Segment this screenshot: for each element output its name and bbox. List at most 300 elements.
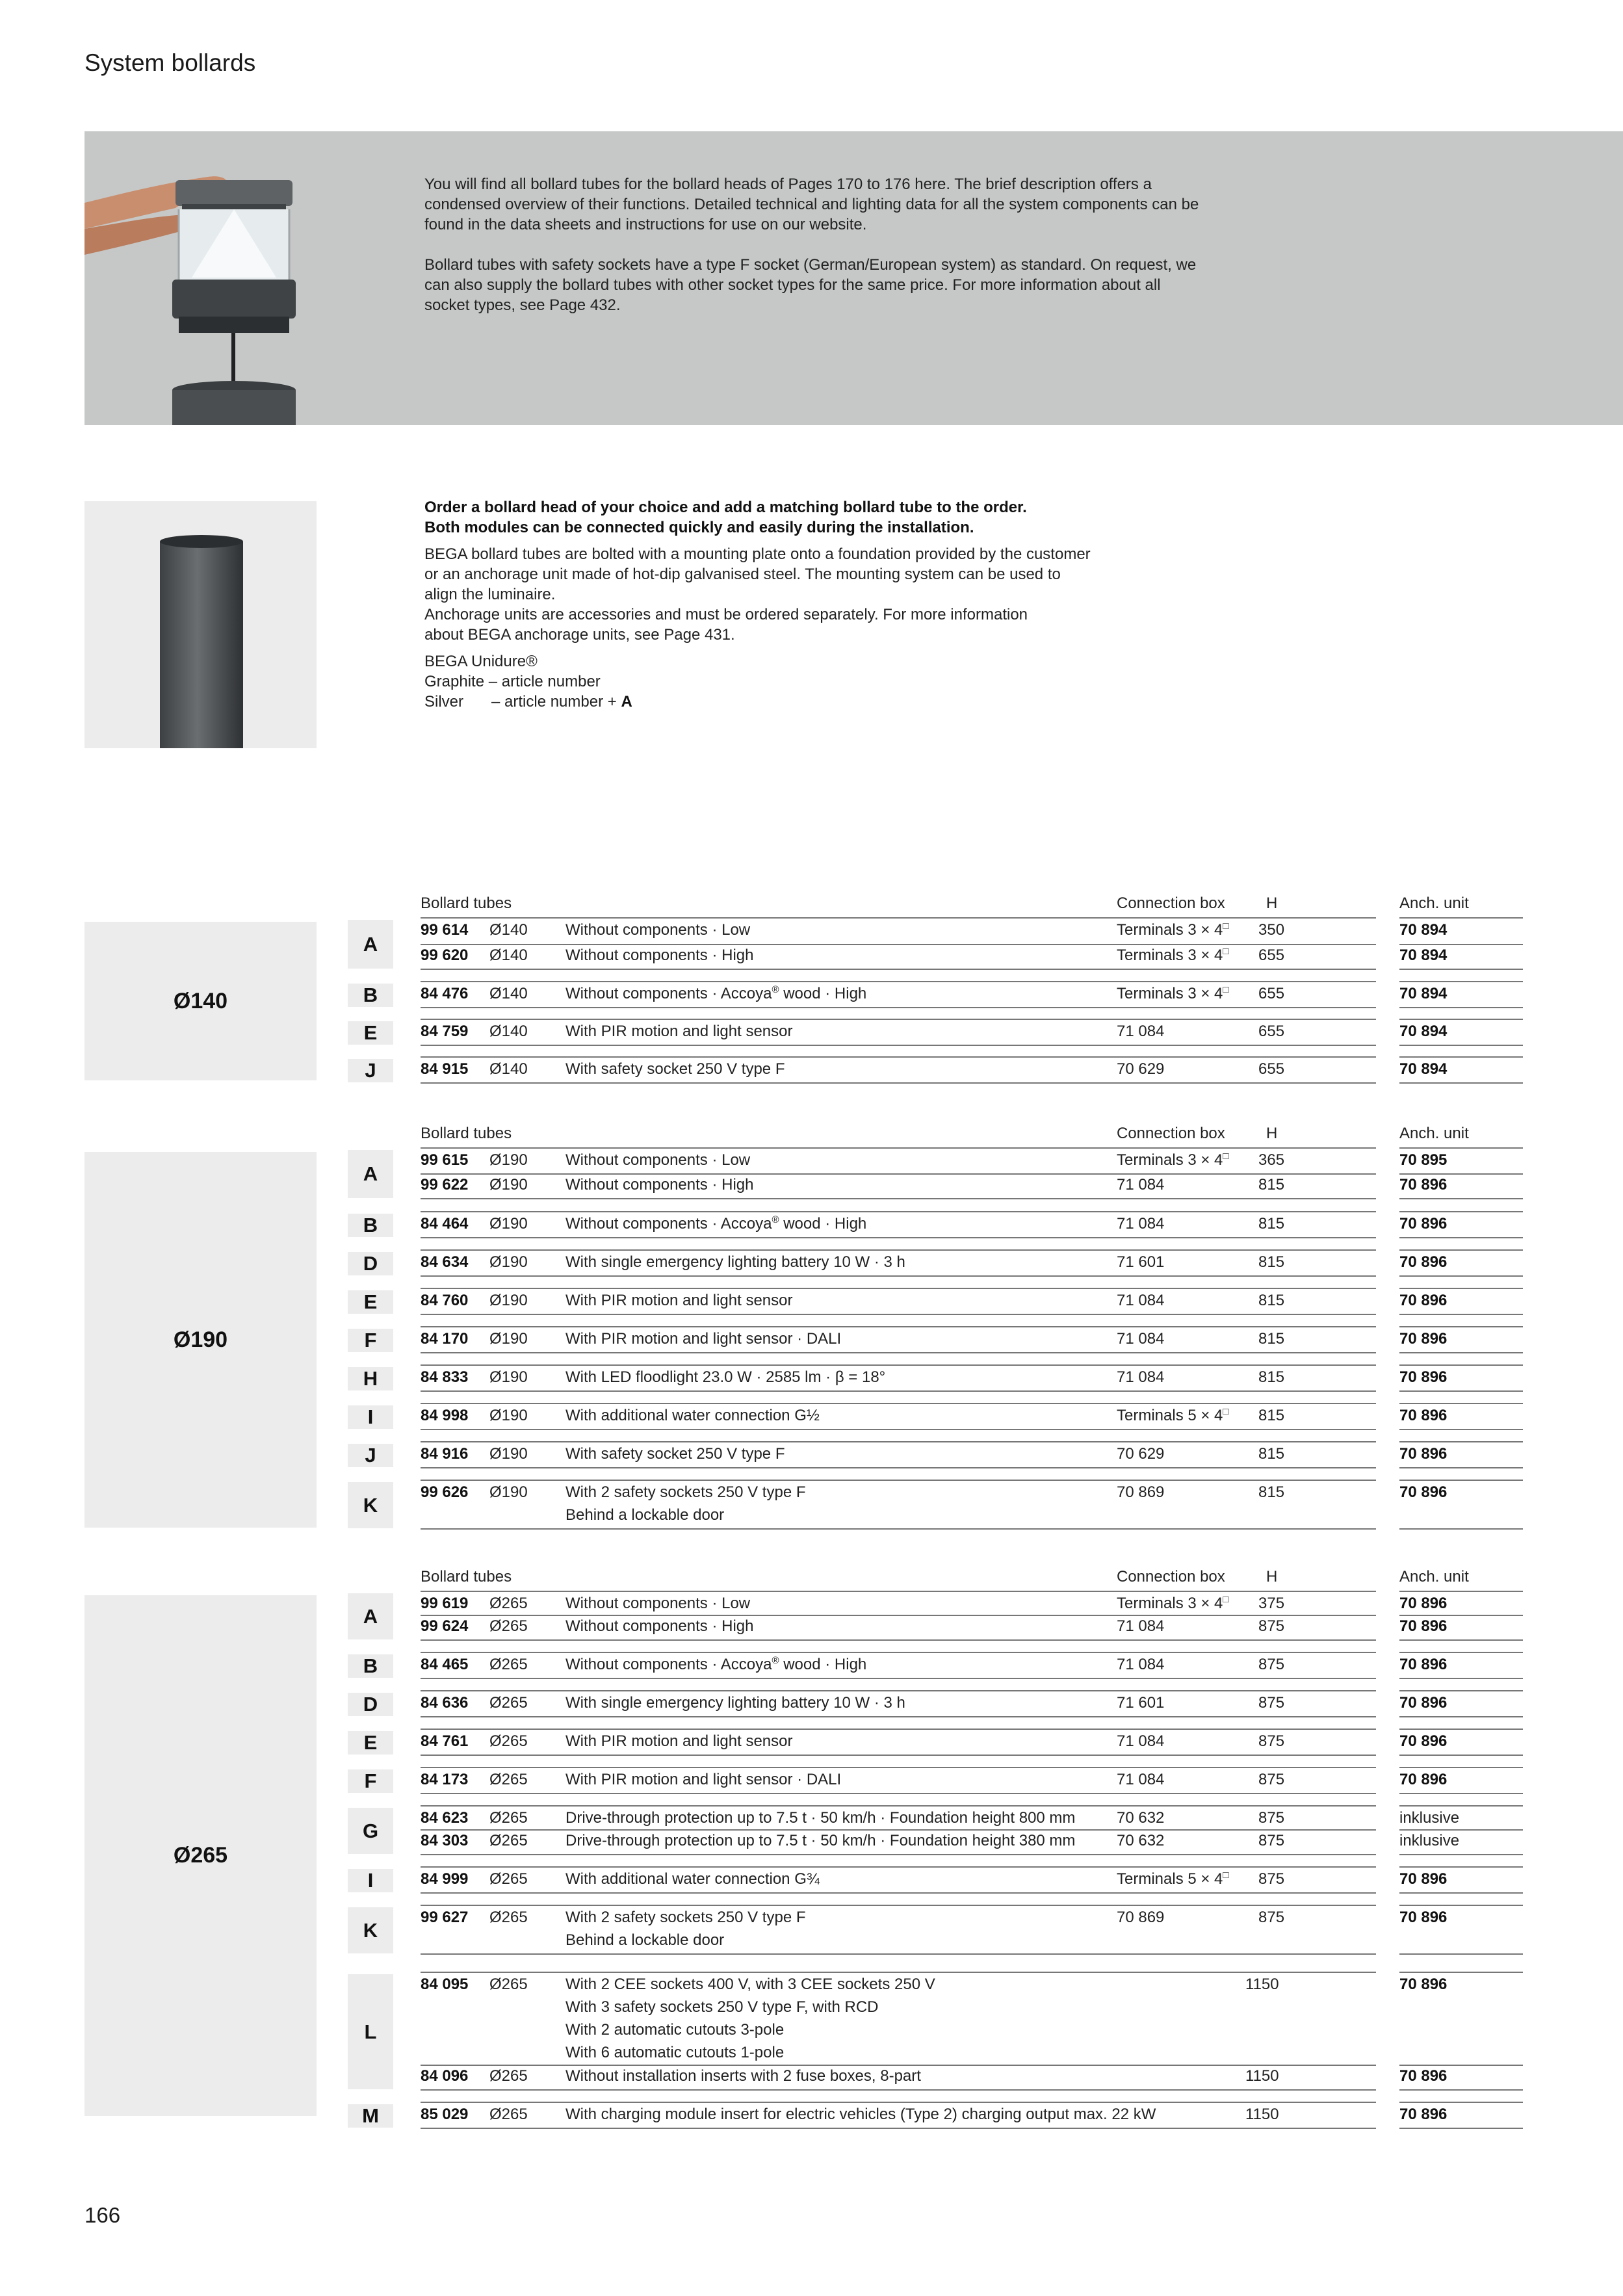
tube-diameter: Ø140 (489, 921, 528, 939)
row-rule (1399, 1652, 1523, 1653)
variant-letter: J (348, 1444, 393, 1467)
row-rule (1399, 1729, 1523, 1730)
row-rule (421, 1690, 1376, 1691)
header-product: Bollard tubes (421, 894, 512, 912)
table-row (0, 1213, 1623, 1235)
variant-letter: K (348, 1907, 393, 1953)
anchorage-unit: 70 896 (1399, 2106, 1448, 2123)
row-rule (421, 969, 1376, 970)
diameter-box: Ø140 (84, 922, 317, 1080)
row-rule (1399, 1429, 1523, 1430)
anchorage-unit: 70 896 (1399, 1483, 1448, 1501)
table-row (0, 1290, 1623, 1312)
header-connection: Connection box (1117, 894, 1225, 912)
order-body-line-4: Anchorage units are accessories and must be ordered separately. For more information (424, 606, 1028, 623)
table-row (0, 1730, 1623, 1753)
variant-letter: B (348, 1654, 393, 1678)
table-row (0, 1868, 1623, 1890)
header-height: H (1266, 1125, 1278, 1142)
table-row (0, 2065, 1623, 2087)
article-number: 84 636 (421, 1694, 469, 1712)
table-row (0, 919, 1623, 941)
row-rule (421, 2102, 1376, 2103)
row-rule (1399, 944, 1523, 945)
row-rule (421, 1467, 1376, 1468)
description-extra: Behind a lockable door (565, 1506, 725, 1524)
row-rule (1399, 1690, 1523, 1691)
table-row (0, 1907, 1623, 1949)
anchorage-unit: 70 896 (1399, 1976, 1448, 1993)
row-rule (421, 1429, 1376, 1430)
height-value: 875 (1258, 1832, 1285, 1849)
row-rule (1399, 2102, 1523, 2103)
description-extra: With 3 safety sockets 250 V type F, with RCD (565, 1998, 879, 2016)
row-rule (1399, 1829, 1523, 1831)
table-row (0, 1058, 1623, 1080)
height-value: 1150 (1245, 2067, 1279, 2085)
row-rule (421, 1866, 1376, 1868)
height-value: 815 (1258, 1483, 1285, 1501)
row-rule (1399, 1441, 1523, 1442)
connection-box: 71 084 (1117, 1732, 1165, 1750)
height-value: 875 (1258, 1870, 1285, 1888)
row-rule (1399, 1237, 1523, 1238)
row-rule (421, 1829, 1376, 1831)
diameter-box: Ø190 (84, 1152, 317, 1528)
row-rule (1399, 1045, 1523, 1046)
row-rule (421, 1755, 1376, 1756)
tube-diameter: Ø140 (489, 1060, 528, 1078)
row-rule (421, 1288, 1376, 1289)
connection-box: Terminals 5 × 4□ (1117, 1870, 1229, 1888)
height-value: 350 (1258, 921, 1285, 939)
tube-diameter: Ø190 (489, 1330, 528, 1348)
page-number: 166 (84, 2203, 121, 2227)
description: Without components · Accoya® wood · High (565, 984, 867, 1002)
header-connection: Connection box (1117, 1125, 1225, 1142)
height-value: 875 (1258, 1694, 1285, 1712)
row-rule (421, 2065, 1376, 2066)
row-rule (1399, 1678, 1523, 1679)
connection-box: 70 869 (1117, 1483, 1165, 1501)
table-row (0, 1692, 1623, 1714)
header-anchorage: Anch. unit (1399, 1125, 1469, 1142)
intro-paragraph-2: Bollard tubes with safety sockets have a type F socket (German/European system) as standard. On request, we can also supply the bollard tubes with other socket types for the same price. For more information about all socket types, see Page 432. (424, 256, 1197, 314)
row-rule (1399, 1364, 1523, 1366)
table-row (0, 1174, 1623, 1196)
connection-box: 71 084 (1117, 1368, 1165, 1386)
table-row (0, 1251, 1623, 1273)
tube-diameter: Ø265 (489, 1617, 528, 1635)
connection-box: 71 084 (1117, 1176, 1165, 1194)
row-rule (1399, 1905, 1523, 1906)
tube-diameter: Ø190 (489, 1253, 528, 1271)
article-number: 84 464 (421, 1215, 469, 1233)
row-rule (421, 1652, 1376, 1653)
tube-diameter: Ø265 (489, 1870, 528, 1888)
article-number: 84 476 (421, 985, 469, 1002)
row-rule (421, 2089, 1376, 2091)
anchorage-unit: 70 894 (1399, 946, 1448, 964)
row-rule (1399, 1019, 1523, 1020)
header-connection: Connection box (1117, 1568, 1225, 1585)
tube-diameter: Ø140 (489, 985, 528, 1002)
row-rule (421, 1198, 1376, 1199)
description: With PIR motion and light sensor (565, 1732, 793, 1750)
height-value: 875 (1258, 1909, 1285, 1926)
bollard-tube-photo (84, 501, 317, 748)
row-rule (421, 1805, 1376, 1807)
intro-paragraph-1: You will find all bollard tubes for the bollard heads of Pages 170 to 176 here. The brief description offers a condensed overview of their functions. Detailed technical and lighting data for all the system components can be found in the data sheets and instructions for use on our website. (424, 176, 1199, 233)
connection-box: 70 629 (1117, 1445, 1165, 1463)
order-bold-line-2: Both modules can be connected quickly and easily during the installation. (424, 519, 974, 536)
article-number: 84 096 (421, 2067, 469, 2085)
description: With charging module insert for electric vehicles (Type 2) charging output max. 22 kW (565, 2106, 1156, 2123)
tube-diameter: Ø265 (489, 1809, 528, 1827)
connection-box: 70 869 (1117, 1909, 1165, 1926)
variant-letter: D (348, 1693, 393, 1716)
row-rule (1399, 1147, 1523, 1149)
variant-letter: E (348, 1731, 393, 1755)
table-row (0, 945, 1623, 967)
description: With safety socket 250 V type F (565, 1445, 785, 1463)
row-rule (421, 1793, 1376, 1794)
anchorage-unit: 70 894 (1399, 921, 1448, 939)
height-value: 655 (1258, 1060, 1285, 1078)
row-rule (421, 1892, 1376, 1894)
row-rule (421, 1403, 1376, 1404)
article-number: 84 915 (421, 1060, 469, 1078)
row-rule (421, 1237, 1376, 1238)
row-rule (421, 1056, 1376, 1058)
header-anchorage: Anch. unit (1399, 894, 1469, 912)
variant-letter: H (348, 1367, 393, 1390)
description-extra: Behind a lockable door (565, 1931, 725, 1949)
table-row (0, 1366, 1623, 1389)
anchorage-unit: inklusive (1399, 1809, 1460, 1827)
variant-letter: A (348, 920, 393, 969)
anchorage-unit: 70 896 (1399, 1445, 1448, 1463)
article-number: 99 626 (421, 1483, 469, 1501)
description: Without components · Accoya® wood · High (565, 1655, 867, 1673)
row-rule (421, 1007, 1376, 1008)
connection-box: 70 629 (1117, 1060, 1165, 1078)
description: With PIR motion and light sensor (565, 1023, 793, 1040)
row-rule (421, 1147, 1376, 1149)
header-height: H (1266, 894, 1278, 912)
tube-diameter: Ø265 (489, 2067, 528, 2085)
row-rule (1399, 981, 1523, 982)
table-row (0, 1405, 1623, 1427)
anchorage-unit: 70 894 (1399, 985, 1448, 1002)
row-rule (1399, 917, 1523, 919)
table-row (0, 1974, 1623, 2061)
row-rule (421, 1326, 1376, 1327)
row-rule (1399, 1007, 1523, 1008)
table-row (0, 1328, 1623, 1350)
row-rule (1399, 1198, 1523, 1199)
tube-diameter: Ø190 (489, 1292, 528, 1309)
height-value: 1150 (1245, 1976, 1279, 1993)
row-rule (421, 1390, 1376, 1392)
row-rule (1399, 1639, 1523, 1641)
row-rule (421, 917, 1376, 919)
variant-letter: E (348, 1021, 393, 1045)
connection-box: 70 632 (1117, 1809, 1165, 1827)
tube-diameter: Ø265 (489, 1732, 528, 1750)
header-height: H (1266, 1568, 1278, 1585)
anchorage-unit: 70 896 (1399, 1330, 1448, 1348)
row-rule (421, 1019, 1376, 1020)
row-rule (1399, 1352, 1523, 1353)
article-number: 84 303 (421, 1832, 469, 1849)
finish-silver-label: Silver (424, 693, 464, 711)
connection-box: 71 601 (1117, 1694, 1165, 1712)
description: Without components · Low (565, 1595, 751, 1612)
row-rule (1399, 2128, 1523, 2129)
row-rule (1399, 1716, 1523, 1717)
tube-diameter: Ø190 (489, 1483, 528, 1501)
article-number: 99 624 (421, 1617, 469, 1635)
row-rule (421, 1173, 1376, 1175)
connection-box: Terminals 5 × 4□ (1117, 1406, 1229, 1424)
description: With 2 safety sockets 250 V type F (565, 1909, 806, 1926)
table-row (0, 1593, 1623, 1615)
variant-letter: I (348, 1869, 393, 1892)
row-rule (421, 944, 1376, 945)
row-rule (1399, 1528, 1523, 1530)
order-body-line-2: or an anchorage unit made of hot-dip galvanised steel. The mounting system can be used to (424, 566, 1061, 583)
connection-box: 71 084 (1117, 1292, 1165, 1309)
row-rule (1399, 1793, 1523, 1794)
description: With PIR motion and light sensor · DALI (565, 1771, 842, 1788)
row-rule (421, 1480, 1376, 1481)
height-value: 365 (1258, 1151, 1285, 1169)
table-row (0, 1807, 1623, 1829)
article-number: 99 614 (421, 921, 469, 939)
row-rule (421, 2128, 1376, 2129)
article-number: 99 627 (421, 1909, 469, 1926)
height-value: 875 (1258, 1771, 1285, 1788)
row-rule (1399, 2065, 1523, 2066)
description: Without components · Low (565, 1151, 751, 1169)
height-value: 875 (1258, 1656, 1285, 1673)
article-number: 84 916 (421, 1445, 469, 1463)
description: With safety socket 250 V type F (565, 1060, 785, 1078)
order-text (424, 497, 1204, 718)
height-value: 815 (1258, 1368, 1285, 1386)
description: With single emergency lighting battery 10 W · 3 h (565, 1253, 905, 1271)
variant-letter: D (348, 1252, 393, 1275)
connection-box: 71 084 (1117, 1023, 1165, 1040)
row-rule (1399, 1288, 1523, 1289)
tube-diameter: Ø265 (489, 1771, 528, 1788)
row-rule (1399, 1211, 1523, 1212)
tube-diameter: Ø190 (489, 1215, 528, 1233)
article-number: 84 761 (421, 1732, 469, 1750)
anchorage-unit: 70 896 (1399, 1407, 1448, 1424)
finish-title: BEGA Unidure® (424, 653, 538, 670)
row-rule (421, 1441, 1376, 1442)
row-rule (1399, 1866, 1523, 1868)
anchorage-unit: 70 896 (1399, 1595, 1448, 1612)
article-number: 84 833 (421, 1368, 469, 1386)
tube-diameter: Ø190 (489, 1368, 528, 1386)
table-row (0, 1830, 1623, 1852)
description: Without components · High (565, 1617, 754, 1635)
row-rule (1399, 1056, 1523, 1058)
finish-silver-text: – article number + (491, 693, 617, 711)
article-number: 99 622 (421, 1176, 469, 1194)
anchorage-unit: 70 896 (1399, 1870, 1448, 1888)
row-rule (1399, 1275, 1523, 1277)
table-row (0, 983, 1623, 1005)
variant-letter: B (348, 984, 393, 1007)
anchorage-unit: 70 896 (1399, 1656, 1448, 1673)
article-number: 84 465 (421, 1656, 469, 1673)
connection-box: Terminals 3 × 4□ (1117, 946, 1229, 964)
variant-letter: M (348, 2104, 393, 2128)
row-rule (421, 1314, 1376, 1315)
description: Drive-through protection up to 7.5 t · 50 km/h · Foundation height 380 mm (565, 1832, 1076, 1849)
row-rule (1399, 1591, 1523, 1592)
order-body-line-5: about BEGA anchorage units, see Page 431. (424, 626, 735, 644)
anchorage-unit: 70 894 (1399, 1023, 1448, 1040)
connection-box: 70 632 (1117, 1832, 1165, 1849)
row-rule (421, 1211, 1376, 1212)
description: With single emergency lighting battery 10 W · 3 h (565, 1694, 905, 1712)
tube-diameter: Ø265 (489, 1909, 528, 1926)
variant-letter: J (348, 1059, 393, 1082)
finish-graphite: Graphite – article number (424, 673, 601, 690)
height-value: 1150 (1245, 2106, 1279, 2123)
description: Without components · High (565, 1176, 754, 1194)
row-rule (421, 1854, 1376, 1855)
article-number: 84 623 (421, 1809, 469, 1827)
height-value: 815 (1258, 1253, 1285, 1271)
description: With 2 safety sockets 250 V type F (565, 1483, 806, 1501)
description: With PIR motion and light sensor (565, 1292, 793, 1309)
row-rule (1399, 1892, 1523, 1894)
anchorage-unit: 70 895 (1399, 1151, 1448, 1169)
order-body-line-3: align the luminaire. (424, 586, 556, 603)
connection-box: Terminals 3 × 4□ (1117, 1151, 1229, 1169)
tube-diameter: Ø140 (489, 946, 528, 964)
row-rule (421, 1729, 1376, 1730)
height-value: 875 (1258, 1617, 1285, 1635)
row-rule (1399, 1972, 1523, 1973)
intro-text (424, 174, 1204, 335)
description: Drive-through protection up to 7.5 t · 50 km/h · Foundation height 800 mm (565, 1809, 1076, 1827)
height-value: 815 (1258, 1445, 1285, 1463)
row-rule (421, 1045, 1376, 1046)
variant-letter: A (348, 1593, 393, 1639)
connection-box: 71 084 (1117, 1330, 1165, 1348)
anchorage-unit: 70 896 (1399, 1368, 1448, 1386)
diameter-box: Ø265 (84, 1595, 317, 2116)
tube-diameter: Ø265 (489, 2106, 528, 2123)
article-number: 99 620 (421, 946, 469, 964)
connection-box: Terminals 3 × 4□ (1117, 1594, 1229, 1612)
bollard-head-photo (84, 131, 344, 425)
header-product: Bollard tubes (421, 1125, 512, 1142)
row-rule (1399, 1403, 1523, 1404)
table-row (0, 1654, 1623, 1676)
article-number: 84 170 (421, 1330, 469, 1348)
height-value: 815 (1258, 1330, 1285, 1348)
tube-diameter: Ø265 (489, 1656, 528, 1673)
height-value: 815 (1258, 1292, 1285, 1309)
connection-box: 71 084 (1117, 1215, 1165, 1233)
description: With 2 CEE sockets 400 V, with 3 CEE sockets 250 V (565, 1976, 935, 1993)
description-extra: With 6 automatic cutouts 1-pole (565, 2044, 785, 2061)
height-value: 815 (1258, 1407, 1285, 1424)
anchorage-unit: 70 896 (1399, 1215, 1448, 1233)
article-number: 84 759 (421, 1023, 469, 1040)
row-rule (1399, 969, 1523, 970)
row-rule (421, 1082, 1376, 1084)
anchorage-unit: 70 896 (1399, 2067, 1448, 2085)
tube-diameter: Ø265 (489, 1694, 528, 1712)
connection-box: 71 601 (1117, 1253, 1165, 1271)
row-rule (421, 1352, 1376, 1353)
anchorage-unit: 70 896 (1399, 1617, 1448, 1635)
tube-diameter: Ø265 (489, 1976, 528, 1993)
order-bold-line-1: Order a bollard head of your choice and add a matching bollard tube to the order. (424, 499, 1027, 516)
variant-letter: K (348, 1482, 393, 1528)
row-rule (421, 1615, 1376, 1616)
table-row (0, 1149, 1623, 1171)
finish-silver-suffix: A (621, 693, 632, 711)
description-extra: With 2 automatic cutouts 3-pole (565, 2021, 785, 2039)
article-number: 84 634 (421, 1253, 469, 1271)
connection-box: Terminals 3 × 4□ (1117, 920, 1229, 939)
row-rule (1399, 1767, 1523, 1768)
article-number: 84 760 (421, 1292, 469, 1309)
row-rule (1399, 1173, 1523, 1175)
tube-diameter: Ø140 (489, 1023, 528, 1040)
header-product: Bollard tubes (421, 1568, 512, 1585)
row-rule (421, 1905, 1376, 1906)
row-rule (1399, 2089, 1523, 2091)
row-rule (1399, 1249, 1523, 1251)
anchorage-unit: inklusive (1399, 1832, 1460, 1849)
row-rule (421, 1364, 1376, 1366)
row-rule (1399, 1953, 1523, 1955)
row-rule (421, 1275, 1376, 1277)
variant-letter: F (348, 1769, 393, 1793)
variant-letter: A (348, 1150, 393, 1198)
variant-letter: I (348, 1405, 393, 1429)
connection-box: 71 084 (1117, 1617, 1165, 1635)
variant-letter: L (348, 1974, 393, 2089)
row-rule (1399, 1467, 1523, 1468)
description: Without components · Low (565, 921, 751, 939)
row-rule (421, 981, 1376, 982)
row-rule (421, 1972, 1376, 1973)
table-row (0, 1769, 1623, 1791)
article-number: 99 619 (421, 1595, 469, 1612)
variant-letter: E (348, 1290, 393, 1314)
row-rule (421, 1716, 1376, 1717)
description: With additional water connection G½ (565, 1407, 820, 1424)
order-body-line-1: BEGA bollard tubes are bolted with a mounting plate onto a foundation provided by the customer (424, 545, 1091, 563)
table-row (0, 1021, 1623, 1043)
height-value: 875 (1258, 1732, 1285, 1750)
description: With LED floodlight 23.0 W · 2585 lm · β = 18° (565, 1368, 886, 1386)
height-value: 655 (1258, 946, 1285, 964)
row-rule (1399, 1082, 1523, 1084)
